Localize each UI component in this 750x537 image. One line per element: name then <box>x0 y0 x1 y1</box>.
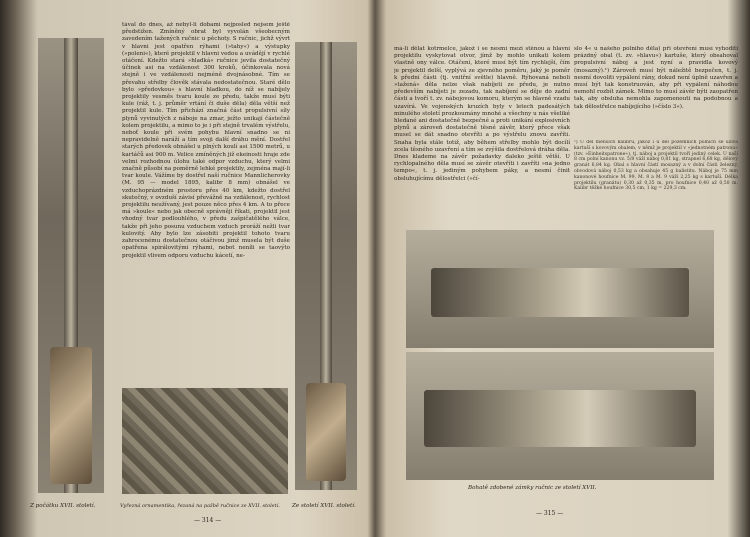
left-body-text: tával do dnes, až nebyl-li dobami nejposled nejsem ještě předstižen. Zmíněný obrat byl vyvolán všeobecným zavedením tažených ručnic u pěchoty. S ručnic, jichž vývrt v hlavni jest opatřen rýhami (»tahy«) a výstupky (»poleni«), které projektil v hlavni vedou a uvádějí v rychlé otáčení. Kdežto stará »hladká« ručnice jevila dostatečný účinek asi na vzdálenost 300 kroků, účinkovala nová stejně i ve vzdálenosti nejméně dvojnásobné. Tím se převahu střelby člověk stávala nedostatečnou. Staré dělo bylo »předovkou« s hlavní hladkou, do níž se nabíjely projektily vesměs tvaru koule ze předu, takže musí býti kule (ráž, t. j. průměr vrtání či duše děla) děla větší než projektil kule. Tím přichází značná část propulsivní síly plynů vyvinutých z náboje na zmar, ježto unikají částečně kolem projektilu, a mimo to je i při stejně trvalém výstřelu, neboť koule při svém pohybu hlavní snadno se ni nepravidelně naráží a tím svoji další dráhu mění. Dostřel starých předovek obnášel u plných koulí asi 1500 metrů, u kartáčů asi 900 m. Velice zmíněných již ekeinosti hraje zde velmi rozhodnou úlohu také odpor vzduchu, který velmi značně působí na poměrně lehké projektily, zejména mají-li tvar koule. Vážíme by dostřel naší ručnice Mannlicherovky (M. 95 — model 1895, kalibr 8 mm) obnášel ve vzduchoprázdném prostoru přes 40 km, kdežto dostřel skutečný, v ovzduší závisí převážně na vzdálenost, rychlost projektilu neužívaný, jest pouze něco přes 4 km. A to přece má »koule« nebo jak obecně správněji říkati, projektil jest vhodný tvar podlouhlého, v předu zašpičatělého válce, takže při jeho posunu vzduchem vzduch proráží nežli tvar kulovitý. Aby bylo lze zásobiti projektil tohoto tvaru zahrocenému dostatečnou otáčivou jímž musela být duše opatřena spirálovitými rýhami, nebot neníli se taovýto projektil vlivem odporu vzduchu kácetí, ne- <box>122 22 290 259</box>
left-gun-caption: Z počátku XVII. století. <box>30 503 96 509</box>
right-text-column-1 <box>394 46 570 221</box>
footnote-text: ¹) U děl menších kalibrů, jakož i u děl pozemních polních se užívá kartuší s kovovým obalem, v němž je projektil v »jednotném patronu« (tzv. »Einheitspatrone«), tj. náboj a projektil tvoří jediný celek. U naší 8 cm polní kanonu vz. 5/8 váží náboj 0,81 kg, strapnel 6,68 kg, dělový granát 6,84 kg. Obal s hlavní částí mosazný a v dolní části železný, obvodová náboj 0,53 kg a obsahuje 45 g balistitu. Náboj je 75 mm kanonové houfnice M. 99, M. 8 a M. 9 váží 2,25 kg s kartuší. Délka projektilu (granátu) 0,30 až 0,35 m, pro houfnice 0,40 až 0,50 m. Kalibr těžké houfnice 30,5 cm, 1 kg = 229,3 cm. <box>574 140 738 192</box>
lock-plate <box>431 268 690 318</box>
left-gun-photo <box>38 38 104 493</box>
relief-caption: Vyřezná ornamentika, řezaná na pažbě ručnice ze XVII. století. <box>120 503 280 509</box>
gun-lock-photo-bottom <box>406 352 714 480</box>
right-text-column-2 <box>574 46 738 136</box>
right-gun-caption: Ze století XVII. století. <box>292 503 356 509</box>
right-page <box>376 0 750 537</box>
left-page-number: — 314 — <box>194 517 222 524</box>
footnote <box>574 140 738 222</box>
right-page-number: — 315 — <box>536 510 564 517</box>
gun-lock-photo-top <box>406 230 714 348</box>
relief-photo <box>122 388 288 494</box>
right-gun-photo <box>295 42 357 490</box>
gun-lock-caption: Bohatě zdobené zámky ručnic ze století XVII. <box>468 485 597 491</box>
right-body-text-2: slo 4« u našeho polního děla) při otevření musí vyhoditi prázdný obal (t. zv. »hlavu«) kartuše, který obsahoval propulsivní náboj a jest nyní a pravidla kovový (mosazný).¹) Zároveň musí být náležitě bezpečen, t. j. nesmí dovoliti vypálení rány, dokud není úplně uzavřen a musí být tak konstruován, aby při vypálení náhodou nemohl rozbít zámek. Mimo to musí závěr býti zaopatřen tak, aby obsluha nemohla zapomenouti na podobnou a tak dělostřelce nabíjejícího (»číslo 3«). <box>574 46 738 110</box>
left-text-column <box>122 22 290 384</box>
lock-plate <box>424 390 695 446</box>
gun-stock <box>50 347 92 484</box>
right-body-text-1: má-li dělat kotrmelce, jakož i se nesmí mezi stěnou a hlavní projektilu vyskytovat otvor, jímž by mohlo unikati kolem vlastně ony válce. Otáčení, které musí být tím rychlejší, čím je projektil delší, vyplývá ze zjevného poměru, jaký je poměr k přední části (tj. vnitřní světle) hlavně. Rýhovaná neboli »tažená« děla nelze však nabíjeti ze předu, je nutno především nabíjeti je zezadu, tak nabíjení se děje do zadní části a tvoří t. zv. nábojovou komoru, kterým se hlavně vzadu uzavírá. Ve vojenských kruzích byly v letech padesátých minulého století prozkoumány mnohé a všechny u nás všeliké hledané ani dostatečně bezpečné a proti unikání explosivních plynů a zároveň dostatečně těsné závěr, který přece však musel se dát snadno otevříti a po výstřelu znovu zavříti. Snaha byla stále totiž, aby během střelby mohlo být docílí zcela těsného uzavření a tím se zvýšila dostřelová dráha děla. Dnes klademe na závěr požadavky daleko ještě větší. U rychlopalného děla musí se závěr otevříti i zavříti »na jedno tempo«, t. j. jediným pohybem páky, a nesmí činit obsluhujícímu dělostřelci (»čí- <box>394 46 570 182</box>
gun-stock <box>306 383 346 482</box>
left-page <box>0 0 372 537</box>
